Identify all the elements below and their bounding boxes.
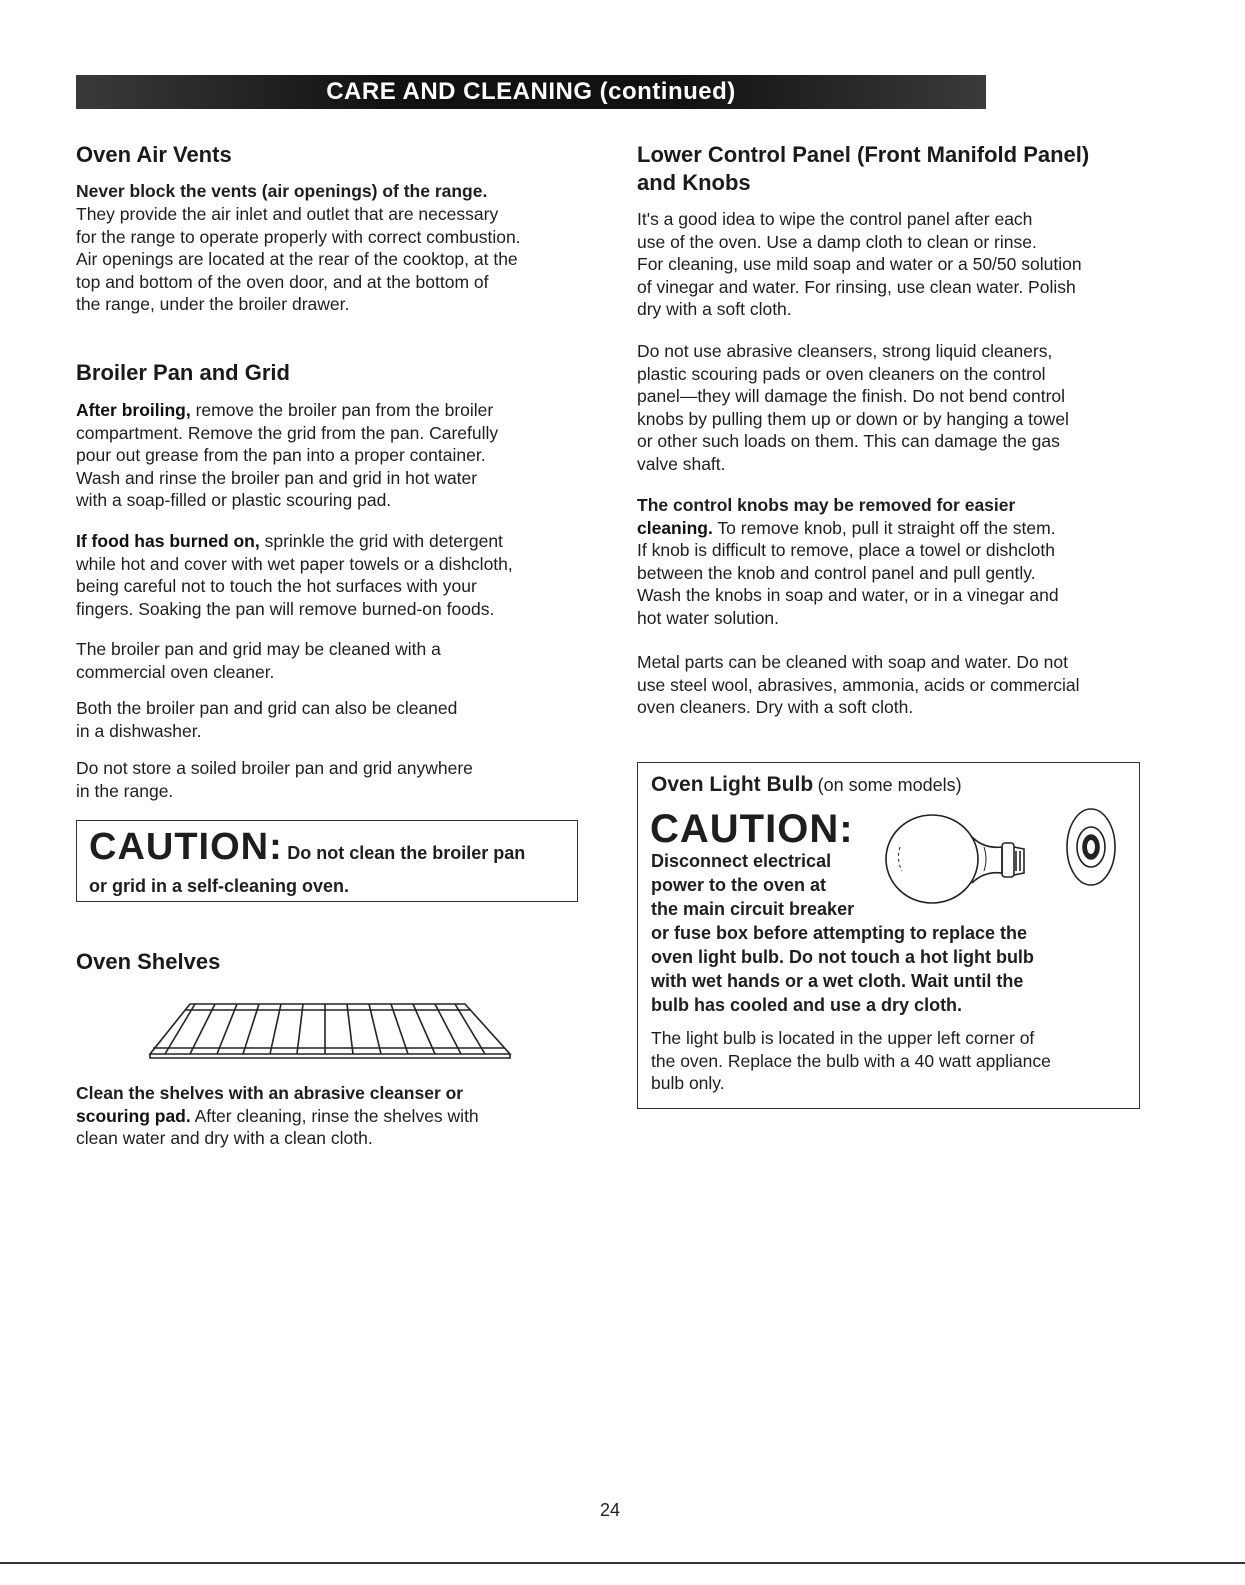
broiler-p2 <box>76 530 586 620</box>
vents-body <box>76 203 586 316</box>
warning-line: Disconnect electrical <box>651 851 832 871</box>
control-p3-rest: To remove knob, pull it straight off the stem. <box>712 517 1056 538</box>
warning-line: oven light bulb. Do not touch a hot light bulb <box>651 947 1034 967</box>
control-p2 <box>637 340 1152 475</box>
broiler-line: being careful not to touch the hot surfaces with your <box>76 576 477 596</box>
broiler-p1 <box>76 399 586 512</box>
broiler-line: The broiler pan and grid may be cleaned with a <box>76 639 441 659</box>
light-warning-short <box>651 849 891 921</box>
shelves-lead: scouring pad. <box>76 1105 191 1126</box>
control-line: of vinegar and water. For rinsing, use clean water. Polish <box>637 276 1076 297</box>
control-line: It's a good idea to wipe the control panel after each <box>637 209 1033 229</box>
warning-line: bulb has cooled and use a dry cloth. <box>651 995 963 1015</box>
broiler-p1-lead: After broiling, <box>76 400 191 420</box>
control-line: For cleaning, use mild soap and water or a 50/50 solution <box>637 254 1082 274</box>
broiler-p2-lead: If food has burned on, <box>76 531 260 551</box>
control-line: Wash the knobs in soap and water, or in a vinegar and <box>637 585 1059 605</box>
warning-line: the main circuit breaker <box>651 899 855 919</box>
broiler-line: with a soap-filled or plastic scouring pad. <box>76 490 392 510</box>
vents-line: Air openings are located at the rear of the cooktop, at the <box>76 249 518 269</box>
broiler-line: Both the broiler pan and grid can also be cleaned <box>76 698 458 718</box>
light-body <box>651 1027 1131 1095</box>
caution-text: or grid in a self-cleaning oven. <box>89 876 350 896</box>
broiler-line: in a dishwasher. <box>76 720 202 741</box>
light-caution-label: CAUTION: <box>650 807 854 851</box>
control-line: plastic scouring pads or oven cleaners on the control <box>637 363 1046 384</box>
control-heading-2: and Knobs <box>637 170 751 195</box>
control-line: Do not use abrasive cleansers, strong liquid cleaners, <box>637 341 1053 361</box>
warning-line: with wet hands or a wet cloth. Wait until the <box>651 971 1024 991</box>
caution-label: CAUTION: <box>89 826 283 868</box>
control-p1 <box>637 208 1152 321</box>
broiler-heading: Broiler Pan and Grid <box>76 360 290 385</box>
shelves-heading: Oven Shelves <box>76 949 221 974</box>
page-number: 24 <box>600 1500 621 1520</box>
broiler-p5 <box>76 757 586 802</box>
vents-line: the range, under the broiler drawer. <box>76 294 350 314</box>
section-banner <box>76 75 986 109</box>
broiler-p4 <box>76 697 586 742</box>
broiler-line: in the range. <box>76 780 174 801</box>
light-body-line: bulb only. <box>651 1073 725 1093</box>
light-heading-note: (on some models) <box>817 775 962 795</box>
control-line: knobs by pulling them up or down or by hanging a towel <box>637 408 1069 429</box>
vents-line: top and bottom of the oven door, and at the bottom of <box>76 271 489 292</box>
control-line: hot water solution. <box>637 607 780 628</box>
vents-lead: Never block the vents (air openings) of the range. <box>76 181 488 201</box>
broiler-line: commercial oven cleaner. <box>76 661 275 682</box>
control-p4 <box>637 651 1152 719</box>
broiler-p3 <box>76 638 586 683</box>
broiler-line: while hot and cover with wet paper towels or a dishcloth, <box>76 553 513 574</box>
control-line: use of the oven. Use a damp cloth to clean or rinse. <box>637 231 1037 252</box>
warning-line: or fuse box before attempting to replace the <box>651 923 1028 943</box>
broiler-line: Do not store a soiled broiler pan and grid anywhere <box>76 758 473 778</box>
light-heading <box>651 773 962 797</box>
broiler-caution-box <box>76 820 578 902</box>
control-line: dry with a soft cloth. <box>637 299 792 319</box>
control-line: valve shaft. <box>637 453 726 474</box>
broiler-p2-rest: sprinkle the grid with detergent <box>259 531 503 551</box>
light-warning-long <box>651 921 1131 1017</box>
control-line: oven cleaners. Dry with a soft cloth. <box>637 697 914 717</box>
broiler-line: pour out grease from the pan into a proper container. <box>76 445 486 465</box>
banner-title: CARE AND CLEANING (continued) <box>326 78 736 105</box>
control-line: between the knob and control panel and pull gently. <box>637 562 1036 583</box>
control-line: or other such loads on them. This can damage the gas <box>637 431 1060 451</box>
control-p3 <box>637 494 1152 629</box>
control-line: panel—they will damage the finish. Do not bend control <box>637 386 1066 406</box>
light-heading-text: Oven Light Bulb <box>651 773 814 796</box>
caution-text: Do not clean the broiler pan <box>287 843 526 863</box>
control-line: Metal parts can be cleaned with soap and water. Do not <box>637 652 1068 672</box>
shelves-rest: After cleaning, rinse the shelves with <box>190 1105 479 1126</box>
vents-line: They provide the air inlet and outlet that are necessary <box>76 204 499 224</box>
broiler-line: Wash and rinse the broiler pan and grid in hot water <box>76 467 478 488</box>
light-body-line: The light bulb is located in the upper left corner of <box>651 1028 1035 1048</box>
control-heading: Lower Control Panel (Front Manifold Panel) <box>637 142 1090 167</box>
broiler-p1-rest: remove the broiler pan from the broiler <box>190 400 494 420</box>
control-line: use steel wool, abrasives, ammonia, acids or commercial <box>637 674 1080 695</box>
broiler-line: compartment. Remove the grid from the pan. Carefully <box>76 422 499 443</box>
vents-line: for the range to operate properly with correct combustion. <box>76 226 521 247</box>
shelves-lead: Clean the shelves with an abrasive cleanser or <box>76 1083 464 1103</box>
oven-shelf-illustration <box>145 998 515 1060</box>
footer-rule <box>0 1562 1245 1564</box>
control-p3-lead: cleaning. <box>637 517 713 538</box>
light-bulb-icon <box>884 807 1129 917</box>
light-bulb-box <box>637 762 1140 1109</box>
control-p3-lead: The control knobs may be removed for easier <box>637 495 1016 515</box>
shelves-body <box>76 1082 586 1150</box>
vents-heading: Oven Air Vents <box>76 142 232 167</box>
warning-line: power to the oven at <box>651 875 827 895</box>
shelves-line: clean water and dry with a clean cloth. <box>76 1128 373 1148</box>
broiler-line: fingers. Soaking the pan will remove burned-on foods. <box>76 598 495 619</box>
light-body-line: the oven. Replace the bulb with a 40 watt appliance <box>651 1050 1051 1071</box>
control-line: If knob is difficult to remove, place a towel or dishcloth <box>637 540 1055 560</box>
